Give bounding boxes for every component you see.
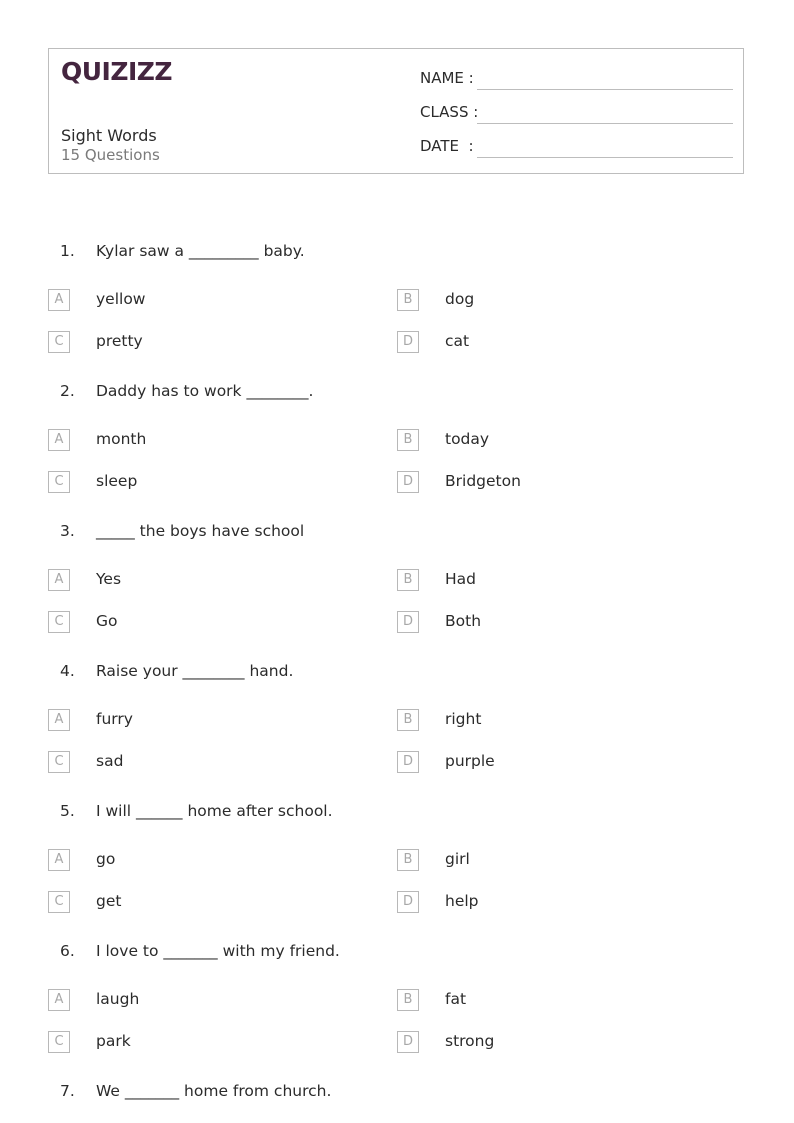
option-text: Yes <box>96 570 122 588</box>
option-text: yellow <box>96 290 146 308</box>
question-number: 5. <box>60 802 75 820</box>
question-text: _____ the boys have school <box>96 522 305 540</box>
option-letter-c[interactable]: C <box>48 891 70 913</box>
option-text: Go <box>96 612 118 630</box>
option-letter-c[interactable]: C <box>48 1031 70 1053</box>
question-number: 1. <box>60 242 75 260</box>
option-letter-a[interactable]: A <box>48 289 70 311</box>
option-text: Both <box>445 612 482 630</box>
option-letter-d[interactable]: D <box>397 471 419 493</box>
question-text: I love to _______ with my friend. <box>96 942 340 960</box>
option-letter-c[interactable]: C <box>48 751 70 773</box>
option-letter-d[interactable]: D <box>397 891 419 913</box>
question-text: We _______ home from church. <box>96 1082 332 1100</box>
question-text: Raise your ________ hand. <box>96 662 294 680</box>
option-letter-a[interactable]: A <box>48 989 70 1011</box>
option-text: park <box>96 1032 131 1050</box>
option-text: pretty <box>96 332 143 350</box>
option-text: cat <box>445 332 470 350</box>
worksheet-title: Sight Words <box>61 126 157 145</box>
option-text: strong <box>445 1032 495 1050</box>
option-text: sleep <box>96 472 138 490</box>
name-label: NAME : <box>420 69 474 87</box>
class-label: CLASS : <box>420 103 479 121</box>
date-field[interactable] <box>477 157 733 158</box>
option-text: get <box>96 892 122 910</box>
option-text: go <box>96 850 116 868</box>
option-letter-d[interactable]: D <box>397 751 419 773</box>
option-letter-b[interactable]: B <box>397 289 419 311</box>
option-letter-c[interactable]: C <box>48 331 70 353</box>
worksheet-header <box>48 48 744 174</box>
option-letter-a[interactable]: A <box>48 709 70 731</box>
question-text: Daddy has to work ________. <box>96 382 314 400</box>
option-letter-d[interactable]: D <box>397 611 419 633</box>
class-field[interactable] <box>477 123 733 124</box>
option-text: Had <box>445 570 476 588</box>
option-text: fat <box>445 990 467 1008</box>
option-text: purple <box>445 752 495 770</box>
question-number: 4. <box>60 662 75 680</box>
option-text: girl <box>445 850 470 868</box>
option-text: Bridgeton <box>445 472 521 490</box>
option-letter-a[interactable]: A <box>48 849 70 871</box>
option-letter-d[interactable]: D <box>397 1031 419 1053</box>
option-text: sad <box>96 752 124 770</box>
option-text: today <box>445 430 490 448</box>
option-letter-a[interactable]: A <box>48 569 70 591</box>
option-letter-b[interactable]: B <box>397 989 419 1011</box>
option-letter-b[interactable]: B <box>397 709 419 731</box>
option-text: furry <box>96 710 133 728</box>
name-field[interactable] <box>477 89 733 90</box>
question-number: 3. <box>60 522 75 540</box>
option-letter-c[interactable]: C <box>48 471 70 493</box>
question-number: 7. <box>60 1082 75 1100</box>
option-text: dog <box>445 290 475 308</box>
question-text: Kylar saw a _________ baby. <box>96 242 305 260</box>
option-text: help <box>445 892 479 910</box>
question-number: 2. <box>60 382 75 400</box>
option-letter-b[interactable]: B <box>397 849 419 871</box>
option-letter-b[interactable]: B <box>397 429 419 451</box>
question-number: 6. <box>60 942 75 960</box>
option-letter-c[interactable]: C <box>48 611 70 633</box>
option-letter-a[interactable]: A <box>48 429 70 451</box>
question-count: 15 Questions <box>61 146 160 164</box>
option-letter-b[interactable]: B <box>397 569 419 591</box>
question-text: I will ______ home after school. <box>96 802 333 820</box>
date-label: DATE : <box>420 137 474 155</box>
quizizz-logo: QUIZIZZ <box>61 57 173 86</box>
option-text: month <box>96 430 147 448</box>
option-letter-d[interactable]: D <box>397 331 419 353</box>
option-text: right <box>445 710 482 728</box>
option-text: laugh <box>96 990 140 1008</box>
